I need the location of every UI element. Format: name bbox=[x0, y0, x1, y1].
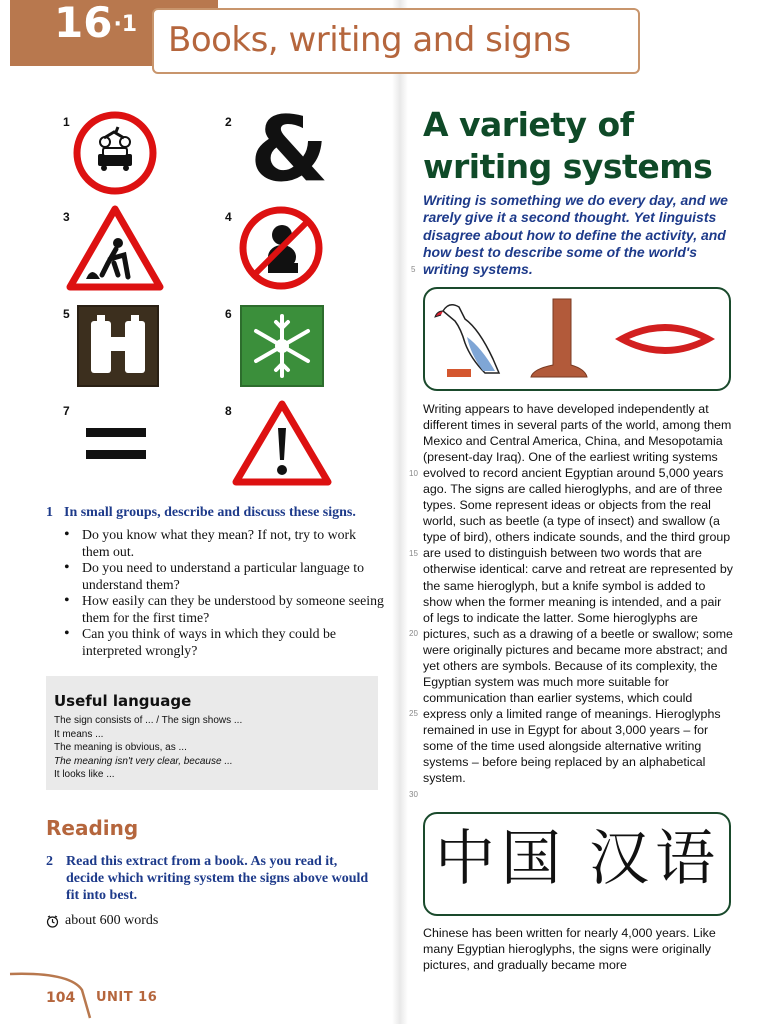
line-number: 20 bbox=[409, 629, 418, 638]
sign-number: 7 bbox=[63, 404, 70, 418]
task-1-bullets bbox=[64, 527, 384, 659]
reading-heading: Reading bbox=[46, 816, 139, 840]
chinese-characters: 中国 汉语 bbox=[435, 824, 721, 894]
sign-number: 5 bbox=[63, 307, 70, 321]
hieroglyphs-icon bbox=[425, 289, 729, 389]
phrase: It means ... bbox=[54, 728, 104, 740]
phrase: It looks like ... bbox=[54, 769, 115, 780]
phrase: The meaning isn't very clear, because ... bbox=[54, 755, 233, 767]
equals-icon bbox=[86, 426, 146, 462]
snowflake-sign-icon bbox=[240, 305, 324, 387]
roadworks-warning-sign-icon bbox=[66, 203, 164, 291]
phrase: The meaning is obvious, as ... bbox=[54, 742, 187, 753]
binoculars-viewpoint-sign-icon bbox=[77, 305, 159, 387]
useful-language-title: Useful language bbox=[54, 692, 192, 710]
task-1-heading: 1 In small groups, describe and discuss these signs. bbox=[46, 505, 356, 520]
article-body: Writing appears to have developed independently at different times in several parts of the world, among them Mexico and Central America, China, and Mesopotamia (present-day Iraq). One of the earliest writing systems evolved to record ancient Egyptian around 5,000 years ago. The signs are called hieroglyphs, and are of three types. Some represent ideas or objects from the real world, such as beetle (a type of insect) and swallow (a type of bird), others indicate sounds, and the third group are used to distinguish between two words that are otherwise identical: carve and retreat are represented by the same hieroglyph, but a knife symbol is added to show when the former meaning is intended, and a pair of legs to indicate the latter. Some hieroglyphs are pictures, such as a drawing of a beetle or swallow; some were originally pictures and became more abstract; and yet others are symbols. Because of its complexity, the Egyptian system was much more suitable for communication than earlier systems, which could express only a limited range of meanings. Hieroglyphs remained in use in Egypt for about 3,000 years – for some of the time used alongside alternative writing systems – before being replaced by an alphabetical system. bbox=[423, 402, 733, 786]
task-2: 2 Read this extract from a book. As you read it, decide which writing system the signs above would fit into best. bbox=[46, 854, 369, 903]
word-count: about 600 words bbox=[46, 913, 158, 929]
line-number: 5 bbox=[411, 265, 416, 274]
page-title: Books, writing and signs bbox=[168, 20, 571, 60]
sign-number: 8 bbox=[225, 404, 232, 418]
page-title-box bbox=[152, 8, 640, 74]
line-number: 10 bbox=[409, 469, 418, 478]
phrase: The sign consists of ... / The sign shows ... bbox=[54, 715, 243, 726]
exclamation-warning-sign-icon bbox=[230, 398, 334, 488]
page-number: 104 bbox=[46, 990, 76, 1006]
article-body-continued: Chinese has been written for nearly 4,000 years. Like many Egyptian hieroglyphs, the signs were originally pictures, and gradually became more bbox=[423, 926, 716, 973]
list-item: • How easily can they be understood by someone seeing them for the first time? bbox=[64, 593, 384, 626]
sign-number: 1 bbox=[63, 115, 70, 129]
no-dogs-sign-icon bbox=[238, 205, 324, 291]
article-lead: Writing is something we do every day, and we rarely give it a second thought. Yet linguists disagree about how to define the activity, and how best to describe some of the world's writing systems. bbox=[423, 192, 728, 278]
sign-number: 3 bbox=[63, 210, 70, 224]
sign-number: 2 bbox=[225, 115, 232, 129]
sign-number: 6 bbox=[225, 307, 232, 321]
line-number: 30 bbox=[409, 790, 418, 799]
no-motorcycles-and-cars-sign-icon bbox=[72, 110, 158, 196]
page-gutter bbox=[392, 0, 408, 1024]
unit-label: UNIT 16 bbox=[96, 990, 158, 1005]
sign-number: 4 bbox=[225, 210, 232, 224]
useful-language-box bbox=[46, 676, 378, 790]
unit-number: $16^{\cdot 1}$ bbox=[54, 0, 138, 47]
list-item: • Do you need to understand a particular language to understand them? bbox=[64, 560, 384, 593]
list-item: • Do you know what they mean? If not, try to work them out. bbox=[64, 527, 384, 560]
list-item: • Can you think of ways in which they could be interpreted wrongly? bbox=[64, 626, 384, 659]
hieroglyph-image-box bbox=[423, 287, 731, 391]
article-title: A variety of writing systems bbox=[423, 105, 713, 186]
line-number: 15 bbox=[409, 549, 418, 558]
chinese-characters-box bbox=[423, 812, 731, 916]
clock-icon bbox=[46, 915, 59, 928]
line-number: 25 bbox=[409, 709, 418, 718]
ampersand-icon: & bbox=[250, 97, 329, 202]
